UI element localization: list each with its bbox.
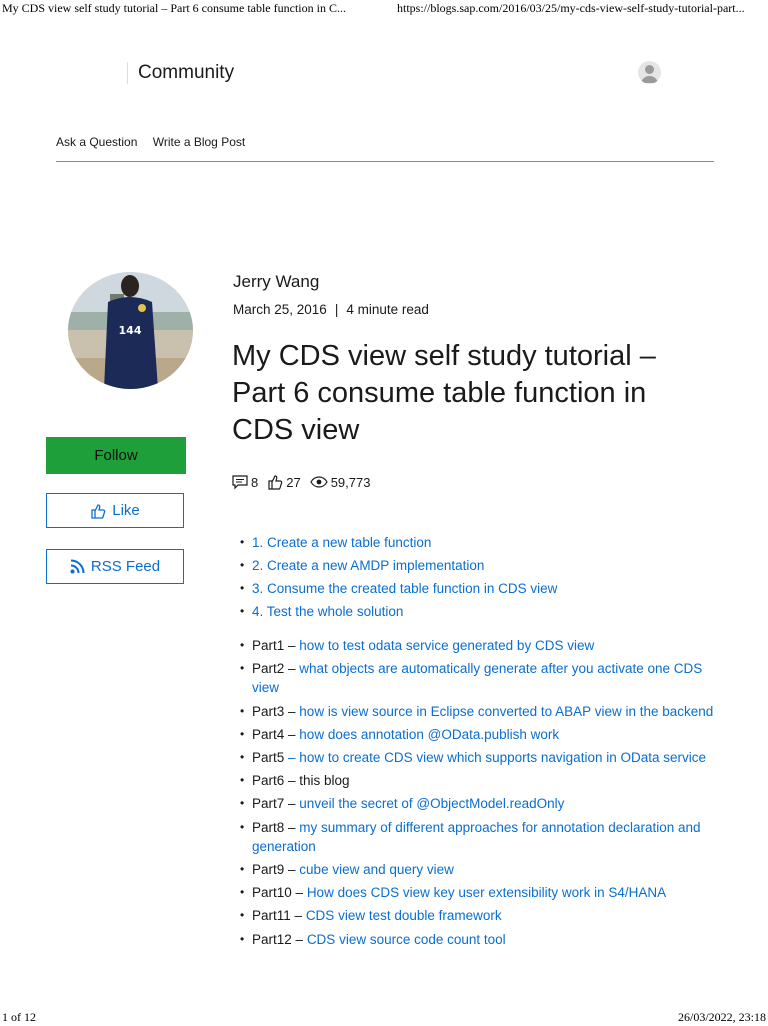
toc-item [240, 556, 720, 579]
community-brand[interactable]: Community [138, 62, 235, 83]
user-avatar-icon[interactable] [638, 61, 661, 84]
part-prefix: Part6 – this blog [252, 773, 350, 789]
print-page-number: 1 of 12 [2, 1010, 36, 1024]
list-item [240, 860, 730, 879]
like-label: Like [112, 502, 140, 519]
top-nav [56, 135, 257, 149]
part-prefix: Part4 – [252, 726, 296, 742]
part-link[interactable]: unveil the secret of @ObjectModel.readOnly [299, 796, 565, 812]
part-link[interactable]: what objects are automatically generate after you activate one CDS view [252, 661, 703, 696]
part-link[interactable]: CDS view source code count tool [306, 931, 506, 947]
post-title: My CDS view self study tutorial – Part 6 consume table function in CDS view [232, 340, 656, 446]
print-url: https://blogs.sap.com/2016/03/25/my-cds-view-self-study-tutorial-part... [397, 1, 745, 15]
part-prefix: Part9 – [252, 862, 296, 878]
meta-divider: | [334, 302, 339, 317]
list-item [240, 702, 730, 721]
likes-count: 27 [286, 474, 301, 490]
comments-stat[interactable] [232, 475, 258, 490]
part-link[interactable]: – how to create CDS view which supports navigation in OData service [288, 750, 706, 766]
toc-item [240, 579, 720, 602]
rss-feed-button[interactable] [46, 549, 184, 584]
post-date: March 25, 2016 [233, 302, 327, 317]
follow-button[interactable]: Follow [46, 437, 186, 474]
part-link[interactable]: my summary of different approaches for annotation declaration and generation [252, 819, 701, 854]
part-prefix: Part10 – [252, 885, 304, 901]
toc-link[interactable]: 1. Create a new table function [252, 535, 432, 550]
print-title: My CDS view self study tutorial – Part 6 consume table function in C... [2, 1, 346, 15]
part-prefix: Part2 – [252, 661, 296, 677]
list-item [240, 883, 730, 902]
author-name[interactable]: Jerry Wang [233, 272, 320, 291]
part-link[interactable]: How does CDS view key user extensibility work in S4/HANA [306, 885, 667, 901]
brand-divider [127, 62, 128, 84]
views-stat [310, 475, 371, 490]
nav-write-blog-post[interactable]: Write a Blog Post [152, 135, 246, 149]
series-parts-list [240, 636, 730, 953]
part-prefix: Part12 – [252, 931, 304, 947]
part-link[interactable]: CDS view test double framework [305, 908, 502, 924]
list-item [240, 771, 730, 790]
nav-divider [56, 161, 714, 162]
table-of-contents [240, 533, 720, 625]
list-item [240, 748, 730, 767]
print-datetime: 26/03/2022, 23:18 [677, 1010, 766, 1024]
list-item [240, 659, 730, 697]
views-count: 59,773 [330, 474, 371, 490]
nav-ask-question[interactable]: Ask a Question [56, 135, 138, 149]
author-photo[interactable] [68, 272, 193, 389]
part-link[interactable]: how does annotation @OData.publish work [299, 726, 560, 742]
rss-label: RSS Feed [90, 558, 161, 575]
eye-icon [310, 476, 328, 488]
part-link[interactable]: cube view and query view [299, 862, 454, 878]
toc-item [240, 533, 720, 556]
list-item [240, 818, 730, 856]
part-prefix: Part3 – [252, 703, 296, 719]
thumbs-up-icon [267, 474, 283, 490]
list-item [240, 906, 730, 925]
list-item [240, 794, 730, 813]
post-stats [232, 474, 379, 490]
read-time: 4 minute read [346, 302, 429, 317]
toc-link[interactable]: 4. Test the whole solution [252, 604, 404, 619]
list-item [240, 636, 730, 655]
part-link[interactable]: how to test odata service generated by CDS view [299, 638, 595, 653]
list-item [240, 725, 730, 744]
rss-icon [70, 559, 85, 574]
part-prefix: Part1 – [252, 638, 296, 653]
toc-link[interactable]: 3. Consume the created table function in CDS view [252, 581, 558, 596]
part-prefix: Part5 [252, 750, 285, 766]
thumbs-up-icon [90, 503, 106, 519]
post-meta [233, 302, 429, 317]
part-link[interactable]: how is view source in Eclipse converted to ABAP view in the backend [299, 703, 714, 719]
comment-icon [232, 475, 248, 490]
comments-count: 8 [251, 474, 259, 490]
part-prefix: Part7 – [252, 796, 296, 812]
toc-link[interactable]: 2. Create a new AMDP implementation [252, 558, 485, 573]
toc-item [240, 602, 720, 625]
like-button[interactable] [46, 493, 184, 528]
part-prefix: Part8 – [252, 819, 296, 835]
part-prefix: Part11 – [252, 908, 303, 924]
list-item [240, 930, 730, 949]
print-header [0, 1, 768, 17]
svg-text:144: 144 [118, 324, 142, 337]
likes-stat[interactable] [267, 474, 300, 490]
